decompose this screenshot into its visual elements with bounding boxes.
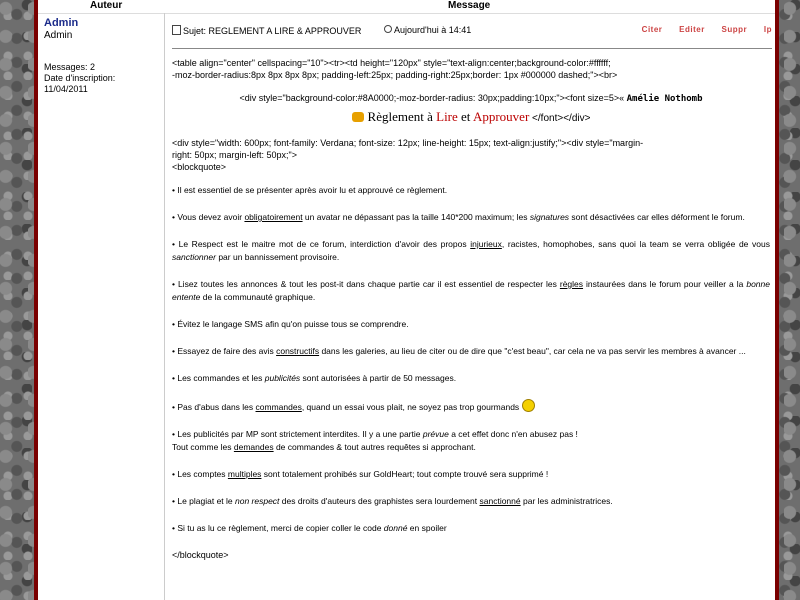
title-part: Approuver	[472, 109, 530, 124]
rule-text: • Les commandes et les	[172, 373, 265, 383]
date-text: Aujourd'hui à 14:41	[394, 25, 472, 35]
ip-button[interactable]: Ip	[763, 25, 772, 34]
rules-list	[172, 184, 770, 535]
post-actions	[628, 25, 772, 34]
clock-icon	[384, 25, 392, 33]
header-author: Auteur	[90, 0, 123, 11]
rule-text: par les administratrices.	[520, 496, 613, 506]
rules-title	[172, 111, 770, 125]
rule-emphasis: obligatoirement	[244, 212, 303, 222]
rule-text: en spoiler	[407, 523, 447, 533]
rule-item	[172, 428, 770, 441]
rule-text: des droits d'auteurs des graphistes sera lourdement	[279, 496, 480, 506]
rule-item	[172, 495, 770, 508]
rule-text: de commandes & tout autres requêtes si approchant.	[273, 442, 476, 452]
smiley-icon	[522, 399, 535, 412]
rule-emphasis: bonne entente	[172, 279, 770, 302]
post-subject	[172, 25, 361, 36]
author-info	[44, 62, 115, 95]
author-panel	[38, 13, 165, 600]
rule-emphasis: sanctionner	[172, 252, 216, 262]
rule-text: • Évitez le langage SMS afin qu'on puisse tous se comprendre.	[172, 319, 409, 329]
title-part: Règlement à	[367, 109, 437, 124]
author-name-link[interactable]: Admin	[44, 17, 79, 29]
delete-button[interactable]: Suppr	[721, 25, 748, 34]
rule-text: • Pas d'abus dans les	[172, 402, 256, 412]
rule-emphasis: constructifs	[276, 346, 320, 356]
rule-text: , quand un essai vous plait, ne soyez pas trop gourmands	[301, 402, 520, 412]
rule-text: • Il est essentiel de se présenter après avoir lu et approuvé ce règlement.	[172, 185, 448, 195]
rule-text: • Essayez de faire des avis	[172, 346, 277, 356]
rule-item	[172, 238, 770, 264]
rule-emphasis: règles	[559, 279, 584, 289]
rule-text: sont désactivées car elles déforment le forum.	[569, 212, 745, 222]
rule-emphasis: commandes	[255, 402, 302, 412]
rule-text: , racistes, homophobes, sans quoi la team se verra obligée de vous	[501, 239, 770, 249]
rule-text: Tout comme les	[172, 442, 234, 452]
author-quote-name: Amélie Nothomb	[626, 94, 703, 104]
code-line: right: 50px; margin-left: 50px;">	[172, 150, 298, 160]
inscription-date: 11/04/2011	[44, 84, 88, 94]
rule-item	[172, 468, 770, 481]
rule-text: • Le Respect est le maitre mot de ce forum, interdiction d'avoir des propos	[172, 239, 471, 249]
rule-text: • Lisez toutes les annonces & tout les post-it dans chaque partie car il est essentiel de respecter les	[172, 279, 560, 289]
rule-item	[172, 399, 770, 414]
rule-text: • Le plagiat et le	[172, 496, 235, 506]
rule-item	[172, 211, 770, 224]
rule-text: de la communauté graphique.	[200, 292, 316, 302]
forum-frame	[34, 0, 779, 600]
author-rank: Admin	[44, 30, 73, 41]
rule-emphasis: injurieux	[470, 239, 502, 249]
post-icon	[172, 25, 181, 35]
rule-text: par un bannissement provisoire.	[215, 252, 340, 262]
rule-text: • Les publicités par MP sont strictement interdites. Il y a une partie	[172, 429, 423, 439]
rule-text: • Si tu as lu ce règlement, merci de copier coller le code	[172, 523, 384, 533]
rule-item	[172, 372, 770, 385]
rule-item	[172, 345, 770, 358]
rule-emphasis: sanctionné	[479, 496, 521, 506]
rule-emphasis: signatures	[529, 212, 570, 222]
blockquote-close: </blockquote>	[172, 550, 229, 560]
rule-item	[172, 184, 770, 197]
rule-text: • Vous devez avoir	[172, 212, 245, 222]
rule-text: sont autorisées à partir de 50 messages.	[300, 373, 457, 383]
edit-button[interactable]: Editer	[679, 25, 705, 34]
rule-text: sont totalement prohibés sur GoldHeart; tout compte trouvé sera supprimé !	[261, 469, 549, 479]
rule-emphasis: donné	[383, 523, 408, 533]
rule-text: • Les comptes	[172, 469, 228, 479]
rule-emphasis: demandes	[233, 442, 274, 452]
rule-item	[172, 522, 770, 535]
rule-text: dans les galeries, au lieu de citer ou de dire que "c'est beau", car cela ne va pas servir les membres à avancer ...	[319, 346, 746, 356]
code-line: <div style="width: 600px; font-family: Verdana; font-size: 12px; line-height: 15px; text-align:justify;"><div style="margin-	[172, 138, 644, 148]
post-body	[172, 57, 770, 561]
inscription-label: Date d'inscription:	[44, 73, 116, 83]
code-line-text: <div style="background-color:#8A0000;-moz-border-radius: 30px;padding:10px;"><font size=5>«	[239, 93, 627, 103]
rule-emphasis: prévue	[422, 429, 449, 439]
code-line: <table align="center" cellspacing="10"><tr><td height="120px" style="text-align:center;background-color:#ffffff;	[172, 58, 611, 68]
bow-icon	[352, 112, 364, 122]
rule-text: a cet effet donc n'en abusez pas !	[448, 429, 578, 439]
table-header	[38, 0, 775, 14]
rule-text: instaurées dans le forum pour veiller a la	[583, 279, 747, 289]
rule-item	[172, 441, 770, 454]
rule-text: un avatar ne dépassant pas la taille 140*200 maximum; les	[302, 212, 530, 222]
rule-item	[172, 318, 770, 331]
title-part: et	[457, 109, 473, 124]
quote-button[interactable]: Citer	[641, 25, 663, 34]
code-line	[172, 92, 770, 105]
divider	[172, 48, 772, 49]
post-date	[384, 25, 471, 35]
post-panel	[172, 13, 772, 600]
header-message: Message	[448, 0, 491, 11]
messages-count: Messages: 2	[44, 62, 96, 72]
rule-emphasis: publicités	[264, 373, 301, 383]
title-part: </font></div>	[529, 113, 591, 124]
subject-text: Sujet: REGLEMENT A LIRE & APPROUVER	[183, 26, 362, 36]
rule-emphasis: non respect	[235, 496, 280, 506]
code-line: -moz-border-radius:8px 8px 8px 8px; padding-left:25px; padding-right:25px;border: 1px #000000 dashed;"><br>	[172, 70, 618, 80]
title-part: Lire	[436, 109, 458, 124]
blockquote-open: <blockquote>	[172, 162, 227, 172]
rule-item	[172, 278, 770, 304]
rule-emphasis: multiples	[227, 469, 262, 479]
